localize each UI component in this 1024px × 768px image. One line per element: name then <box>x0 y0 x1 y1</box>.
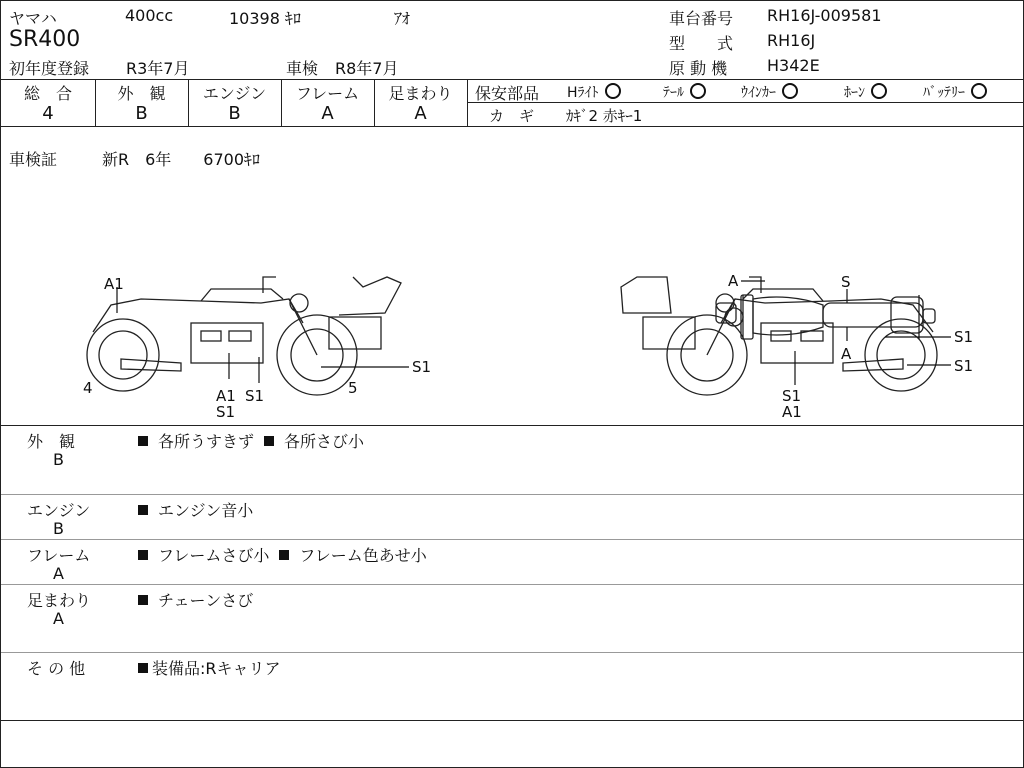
detail-grade-suspension: A <box>53 609 64 628</box>
mark-right-s1b: S1 <box>954 357 974 375</box>
detail-note: チェーンさび <box>158 591 254 610</box>
detail-category-frame: フレーム <box>27 546 91 565</box>
safety-horn-label: ﾎｰﾝ <box>844 85 865 101</box>
first-registration-label: 初年度登録 <box>9 59 90 78</box>
frame-number-label: 車台番号 <box>669 9 734 28</box>
bullet-square-icon <box>138 663 148 673</box>
mark-left-engine-s1b: S1 <box>216 403 236 421</box>
engine-code-value: H342E <box>767 56 820 75</box>
safety-tail <box>663 82 706 102</box>
mark-right-engine-s1: S1 <box>782 387 802 405</box>
mark-left-rear: 5 <box>348 379 358 397</box>
mark-right-s1a: S1 <box>954 328 974 346</box>
mark-left-rear-s1: S1 <box>412 358 432 376</box>
safety-battery <box>923 82 987 102</box>
bullet-square-icon <box>264 436 274 446</box>
color: ｱｵ <box>394 9 411 28</box>
grade-engine: B <box>228 103 241 124</box>
detail-notes-engine <box>138 498 253 521</box>
detail-notes-other <box>138 656 281 679</box>
grade-col-divider <box>467 79 468 126</box>
mark-left-engine-s1a: S1 <box>245 387 265 405</box>
bullet-square-icon <box>138 550 148 560</box>
bullet-square-icon <box>138 595 148 605</box>
mileage: 10398 ｷﾛ <box>229 9 301 28</box>
model-name: SR400 <box>9 27 81 52</box>
grade-header-engine: エンジン <box>202 84 267 103</box>
safety-winker <box>741 82 798 102</box>
other-bottom-border <box>1 720 1023 721</box>
grade-table-top-border <box>1 79 1023 80</box>
grade-frame: A <box>321 103 334 124</box>
row-divider <box>1 494 1023 495</box>
bullet-square-icon <box>138 436 148 446</box>
shaken-value: 新R 6年 6700ｷﾛ <box>102 150 261 169</box>
engine-code-label: 原 動 機 <box>669 59 728 78</box>
key-value: ｶｷﾞ2 赤ｷｰ1 <box>566 107 643 125</box>
type-value: RH16J <box>767 31 816 50</box>
safety-horn <box>844 82 887 102</box>
ok-circle-icon <box>782 83 798 99</box>
mark-left-front-wheel: 4 <box>83 379 93 397</box>
safety-divider <box>467 102 1023 103</box>
safety-headlight-label: Hﾗｲﾄ <box>567 85 599 101</box>
grade-overall: 4 <box>42 103 54 124</box>
bullet-square-icon <box>138 505 148 515</box>
mark-top-front: S <box>841 273 851 291</box>
safety-label: 保安部品 <box>475 84 540 103</box>
bullet-square-icon <box>279 550 289 560</box>
displacement: 400cc <box>125 6 174 25</box>
detail-note: フレーム色あせ小 <box>299 546 427 565</box>
row-divider <box>1 539 1023 540</box>
detail-category-suspension: 足まわり <box>27 591 92 610</box>
detail-grade-exterior: B <box>53 450 64 469</box>
detail-note: 各所さび小 <box>284 432 365 451</box>
safety-battery-label: ﾊﾞｯﾃﾘｰ <box>923 85 965 101</box>
mark-right-handlebar: A <box>728 272 739 290</box>
frame-number-value: RH16J-009581 <box>767 6 882 25</box>
grade-header-frame: フレーム <box>295 84 360 103</box>
detail-note: 装備品:Rキャリア <box>152 659 281 678</box>
grade-header-overall: 総 合 <box>23 84 72 103</box>
grade-header-exterior: 外 観 <box>117 84 166 103</box>
inspection-value: R8年7月 <box>335 59 399 78</box>
safety-headlight <box>567 82 621 102</box>
detail-notes-frame <box>138 543 427 566</box>
damage-diagram <box>1 127 1023 427</box>
left-side-motorcycle-icon <box>87 277 401 395</box>
detail-category-exterior: 外 観 <box>27 432 76 451</box>
ok-circle-icon <box>871 83 887 99</box>
detail-note: エンジン音小 <box>158 501 254 520</box>
detail-category-engine: エンジン <box>27 501 91 520</box>
right-side-motorcycle-icon <box>621 277 937 395</box>
maker: ヤマハ <box>9 9 57 28</box>
mark-right-engine-a1: A1 <box>782 403 802 421</box>
safety-winker-label: ｳｲﾝｶｰ <box>741 85 776 101</box>
detail-note: フレームさび小 <box>158 546 270 565</box>
ok-circle-icon <box>605 83 621 99</box>
type-label: 型 式 <box>669 34 734 53</box>
shaken-label: 車検証 <box>9 150 58 169</box>
inspection-label: 車検 <box>286 59 319 78</box>
ok-circle-icon <box>971 83 987 99</box>
grade-suspension: A <box>414 103 427 124</box>
detail-notes-suspension <box>138 588 253 611</box>
grade-header-suspension: 足まわり <box>388 84 453 103</box>
safety-tail-label: ﾃｰﾙ <box>663 85 684 101</box>
key-label: カ ギ <box>489 107 535 125</box>
detail-category-other: そ の 他 <box>27 659 86 678</box>
grade-exterior: B <box>135 103 148 124</box>
detail-grade-engine: B <box>53 519 64 538</box>
detail-note: 各所うすきず <box>158 432 255 451</box>
diagram-bottom-border <box>1 425 1023 426</box>
mark-top-rear: A <box>841 345 852 363</box>
ok-circle-icon <box>690 83 706 99</box>
detail-grade-frame: A <box>53 564 64 583</box>
first-registration-value: R3年7月 <box>126 59 190 78</box>
row-divider <box>1 584 1023 585</box>
mark-left-engine-a1: A1 <box>216 387 236 405</box>
row-divider <box>1 652 1023 653</box>
mark-left-tank: A1 <box>104 275 124 293</box>
detail-notes-exterior <box>138 429 364 452</box>
